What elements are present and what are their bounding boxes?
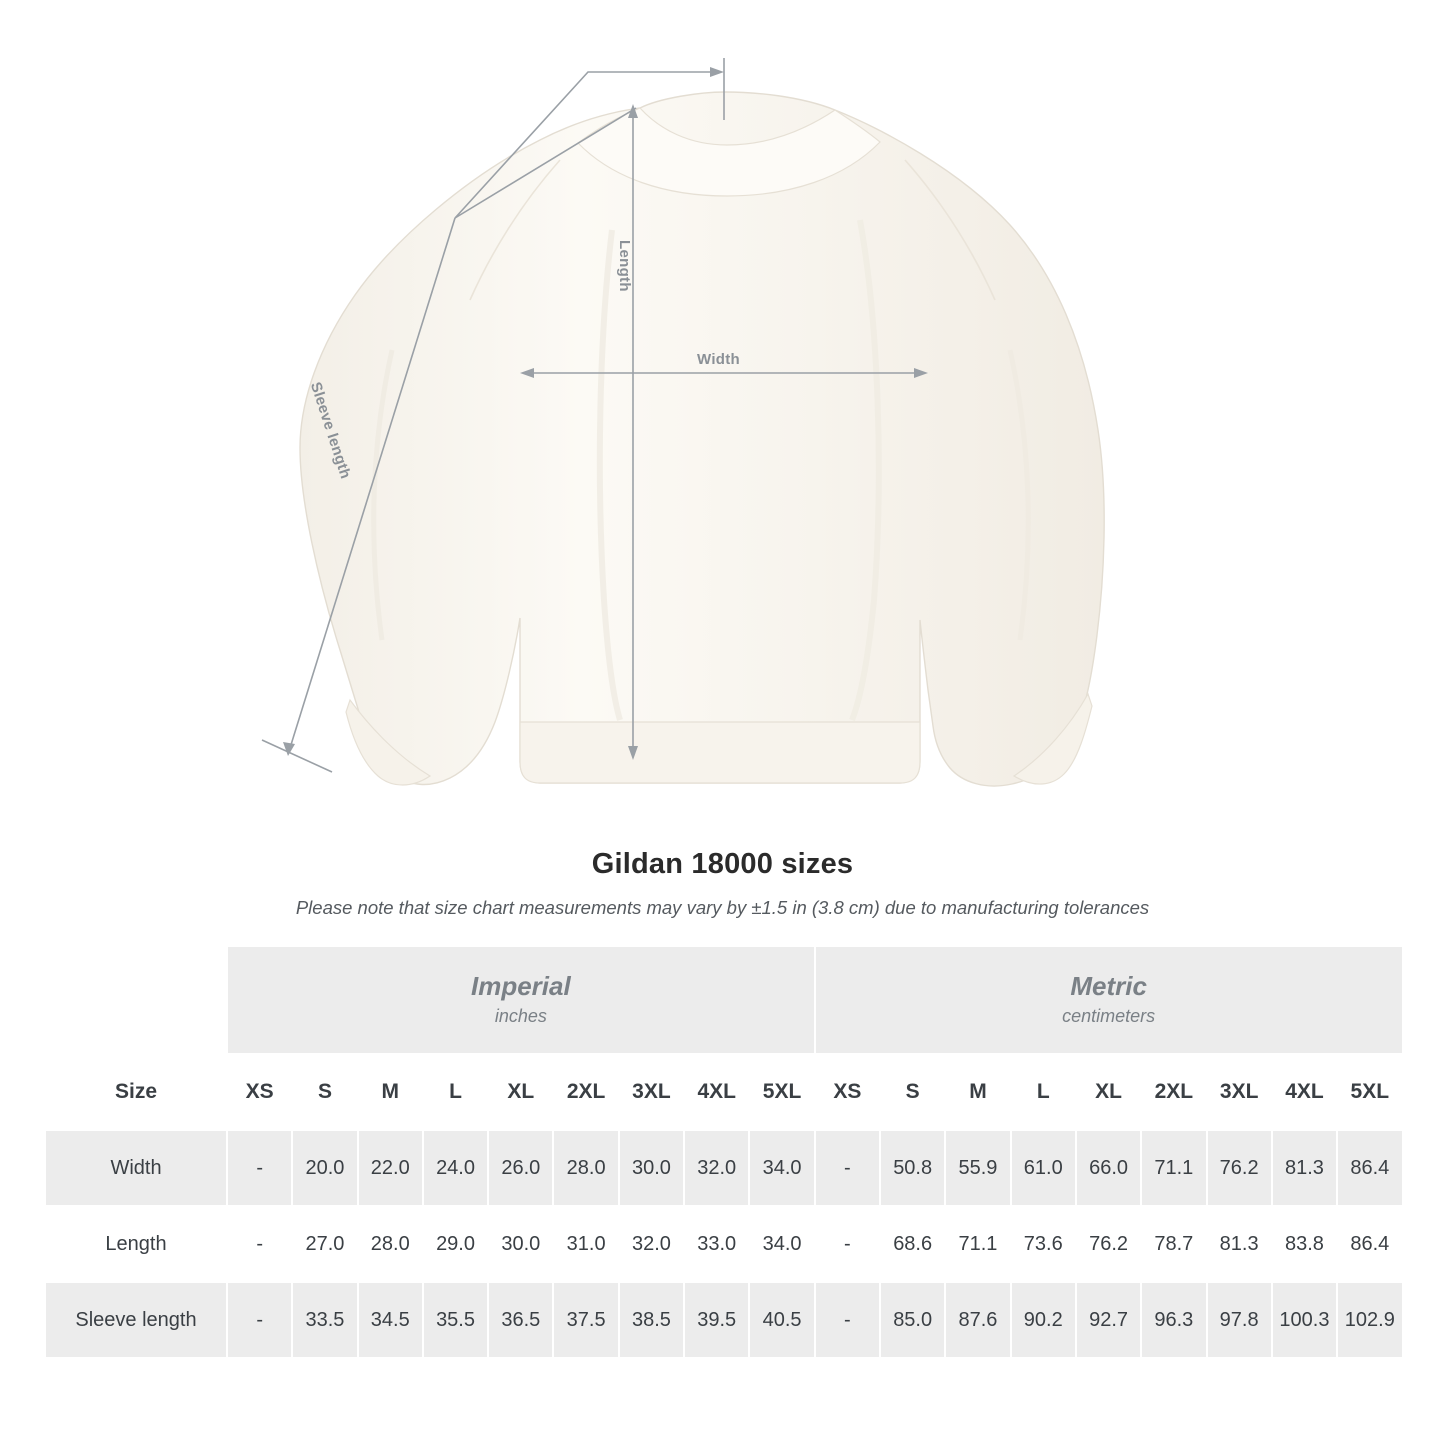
cell-width-imperial-s: 20.0 (292, 1130, 357, 1206)
col-header-metric-2xl: 2XL (1141, 1054, 1206, 1130)
metric-group-name: Metric (1070, 971, 1147, 1002)
col-header-metric-5xl: 5XL (1337, 1054, 1402, 1130)
cell-width-imperial-m: 22.0 (358, 1130, 423, 1206)
cell-length-imperial-5xl: 34.0 (749, 1206, 814, 1282)
cell-width-imperial-5xl: 34.0 (749, 1130, 814, 1206)
col-header-metric-4xl: 4XL (1272, 1054, 1337, 1130)
cell-width-metric-l: 61.0 (1011, 1130, 1076, 1206)
col-header-metric-s: S (880, 1054, 945, 1130)
cell-width-metric-xs: - (815, 1130, 880, 1206)
size-label: Size (45, 1054, 227, 1130)
cell-length-metric-4xl: 83.8 (1272, 1206, 1337, 1282)
cell-length-imperial-xs: - (227, 1206, 292, 1282)
cell-length-imperial-2xl: 31.0 (553, 1206, 618, 1282)
size-header-row (45, 1054, 1403, 1130)
cell-width-metric-5xl: 86.4 (1337, 1130, 1402, 1206)
col-header-imperial-s: S (292, 1054, 357, 1130)
cell-sleeve-imperial-5xl: 40.5 (749, 1282, 814, 1358)
cell-sleeve-metric-l: 90.2 (1011, 1282, 1076, 1358)
col-header-imperial-xs: XS (227, 1054, 292, 1130)
col-header-imperial-m: M (358, 1054, 423, 1130)
table-corner-cell (45, 946, 227, 1054)
cell-sleeve-imperial-l: 35.5 (423, 1282, 488, 1358)
cell-width-metric-2xl: 71.1 (1141, 1130, 1206, 1206)
cell-sleeve-imperial-m: 34.5 (358, 1282, 423, 1358)
metric-group-sub: centimeters (1062, 1005, 1156, 1026)
title-block (0, 848, 1445, 919)
col-header-metric-xl: XL (1076, 1054, 1141, 1130)
col-header-metric-m: M (945, 1054, 1010, 1130)
col-header-imperial-l: L (423, 1054, 488, 1130)
tolerance-note: Please note that size chart measurements may vary by ±1.5 in (3.8 cm) due to manufacturing tolerances (295, 897, 1150, 918)
imperial-group-sub: inches (494, 1005, 547, 1026)
imperial-group-name: Imperial (471, 971, 571, 1002)
col-header-metric-3xl: 3XL (1207, 1054, 1272, 1130)
cell-sleeve-imperial-xl: 36.5 (488, 1282, 553, 1358)
cell-sleeve-imperial-s: 33.5 (292, 1282, 357, 1358)
cell-length-metric-xl: 76.2 (1076, 1206, 1141, 1282)
length-label: Length (616, 240, 633, 292)
cell-sleeve-imperial-xs: - (227, 1282, 292, 1358)
cell-sleeve-metric-xl: 92.7 (1076, 1282, 1141, 1358)
cell-sleeve-metric-3xl: 97.8 (1207, 1282, 1272, 1358)
size-table-wrap (0, 945, 1445, 1359)
cell-length-metric-s: 68.6 (880, 1206, 945, 1282)
cell-width-imperial-l: 24.0 (423, 1130, 488, 1206)
cell-width-imperial-xl: 26.0 (488, 1130, 553, 1206)
cell-sleeve-metric-s: 85.0 (880, 1282, 945, 1358)
col-header-imperial-3xl: 3XL (619, 1054, 684, 1130)
cell-sleeve-metric-5xl: 102.9 (1337, 1282, 1402, 1358)
cell-length-metric-m: 71.1 (945, 1206, 1010, 1282)
col-header-imperial-5xl: 5XL (749, 1054, 814, 1130)
page-title: Gildan 18000 sizes (591, 848, 854, 880)
table-row (45, 1130, 1403, 1206)
sleeve-length-label: Sleeve length (306, 380, 355, 481)
table-row (45, 1206, 1403, 1282)
cell-sleeve-metric-xs: - (815, 1282, 880, 1358)
cell-sleeve-imperial-3xl: 38.5 (619, 1282, 684, 1358)
cell-width-imperial-4xl: 32.0 (684, 1130, 749, 1206)
cell-length-metric-l: 73.6 (1011, 1206, 1076, 1282)
col-header-imperial-4xl: 4XL (684, 1054, 749, 1130)
cell-sleeve-imperial-2xl: 37.5 (553, 1282, 618, 1358)
cell-width-imperial-3xl: 30.0 (619, 1130, 684, 1206)
cell-length-imperial-m: 28.0 (358, 1206, 423, 1282)
cell-width-metric-m: 55.9 (945, 1130, 1010, 1206)
cell-sleeve-metric-4xl: 100.3 (1272, 1282, 1337, 1358)
table-row (45, 1282, 1403, 1358)
cell-length-imperial-4xl: 33.0 (684, 1206, 749, 1282)
imperial-group-header (227, 946, 815, 1054)
cell-length-metric-xs: - (815, 1206, 880, 1282)
col-header-metric-xs: XS (815, 1054, 880, 1130)
metric-group-header (815, 946, 1403, 1054)
cell-length-metric-5xl: 86.4 (1337, 1206, 1402, 1282)
col-header-imperial-xl: XL (488, 1054, 553, 1130)
width-label: Width (697, 351, 741, 368)
cell-length-imperial-3xl: 32.0 (619, 1206, 684, 1282)
size-table (44, 945, 1404, 1359)
unit-header-row (45, 946, 1403, 1054)
cell-sleeve-imperial-4xl: 39.5 (684, 1282, 749, 1358)
cell-width-metric-4xl: 81.3 (1272, 1130, 1337, 1206)
cell-length-imperial-xl: 30.0 (488, 1206, 553, 1282)
cell-length-imperial-s: 27.0 (292, 1206, 357, 1282)
cell-width-imperial-2xl: 28.0 (553, 1130, 618, 1206)
col-header-imperial-2xl: 2XL (553, 1054, 618, 1130)
row-label-length: Length (45, 1206, 227, 1282)
cell-length-imperial-l: 29.0 (423, 1206, 488, 1282)
cell-width-metric-3xl: 76.2 (1207, 1130, 1272, 1206)
cell-length-metric-3xl: 81.3 (1207, 1206, 1272, 1282)
row-label-width: Width (45, 1130, 227, 1206)
cell-sleeve-metric-2xl: 96.3 (1141, 1282, 1206, 1358)
row-label-sleeve-length: Sleeve length (45, 1282, 227, 1358)
cell-width-imperial-xs: - (227, 1130, 292, 1206)
col-header-metric-l: L (1011, 1054, 1076, 1130)
cell-length-metric-2xl: 78.7 (1141, 1206, 1206, 1282)
sweatshirt-shape (300, 92, 1104, 786)
cell-sleeve-metric-m: 87.6 (945, 1282, 1010, 1358)
cell-width-metric-s: 50.8 (880, 1130, 945, 1206)
cell-width-metric-xl: 66.0 (1076, 1130, 1141, 1206)
